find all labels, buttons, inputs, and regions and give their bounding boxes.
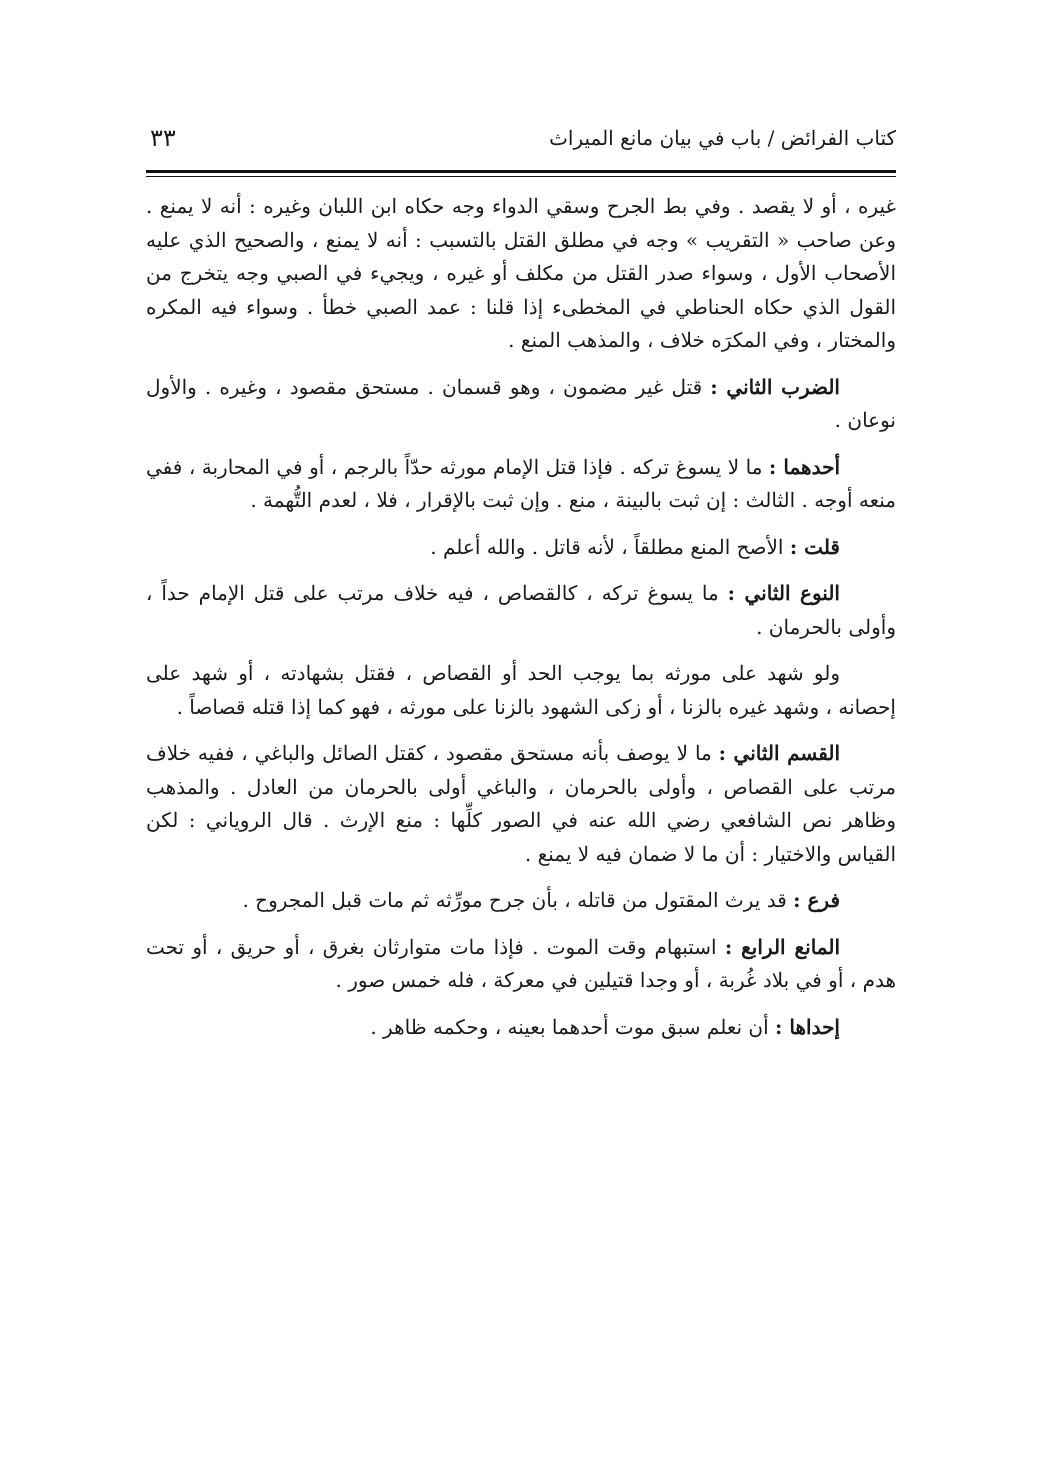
header-rule-thick	[146, 170, 896, 173]
paragraph-second-kind	[146, 577, 896, 644]
paragraph-fourth-impediment	[146, 931, 896, 998]
paragraph-first-case	[146, 1011, 896, 1045]
paragraph-label: إحداها :	[775, 1014, 840, 1039]
paragraph-label: الضرب الثاني :	[710, 374, 840, 399]
header-rule-thin	[146, 176, 896, 177]
paragraph-label: فرع :	[793, 888, 840, 912]
paragraph-second-division	[146, 737, 896, 871]
paragraph-text: الأصح المنع مطلقاً ، لأنه قاتل . والله أعلم .	[430, 534, 790, 559]
paragraph-label: النوع الثاني :	[727, 581, 840, 605]
paragraph-second-type	[146, 371, 896, 438]
paragraph-text: أن نعلم سبق موت أحدهما بعينه ، وحكمه ظاهر .	[370, 1014, 776, 1039]
paragraph-label: قلت :	[789, 534, 840, 559]
paragraph-label: القسم الثاني :	[718, 741, 840, 765]
paragraph-text: ما لا يسوغ تركه . فإذا قتل الإمام مورثه حدّاً بالرجم ، أو في المحاربة ، ففي منعه أوجه . الثالث : إن ثبت بالبينة ، منع . وإن ثبت بالإقرار ، فلا ، لعدم التُّهمة .	[146, 454, 896, 512]
paragraph-label: أحدهما :	[768, 454, 841, 479]
paragraph-branch	[146, 884, 896, 918]
paragraph-text: استبهام وقت الموت . فإذا مات متوارثان بغرق ، أو حريق ، أو تحت هدم ، أو في بلاد غُربة ، أو وجدا قتيلين في معركة ، فله خمس صور .	[146, 934, 896, 992]
paragraph-text: قد يرث المقتول من قاتله ، بأن جرح مورِّثه ثم مات قبل المجروح .	[242, 888, 794, 912]
paragraph-text: قتل غير مضمون ، وهو قسمان . مستحق مقصود ، وغيره . والأول نوعان .	[146, 374, 896, 432]
paragraph-label: المانع الرابع :	[724, 934, 841, 959]
page-body	[146, 190, 896, 1057]
paragraph-text: ولو شهد على مورثه بما يوجب الحد أو القصاص ، فقتل بشهادته ، أو شهد على إحصانه ، وشهد غيره بالزنا ، أو زكى الشهود بالزنا على مورثه ، فهو كما إذا قتله قصاصاً .	[146, 661, 896, 719]
page-number: ٣٣	[150, 124, 176, 152]
paragraph-continuation	[146, 190, 896, 358]
page-header	[146, 120, 896, 176]
paragraph-testimony	[146, 657, 896, 724]
paragraph-text: ما يسوغ تركه ، كالقصاص ، فيه خلاف مرتب على قتل الإمام حداً ، وأولى بالحرمان .	[146, 581, 896, 639]
paragraph-note	[146, 531, 896, 565]
paragraph-text: ما لا يوصف بأنه مستحق مقصود ، كقتل الصائل والباغي ، ففيه خلاف مرتب على القصاص ، وأولى بالحرمان ، والباغي أولى بالحرمان من العادل . والمذهب وظاهر نص الشافعي رضي الله عنه في الصور كلِّها : منع الإرث . قال الروياني : لكن القياس والاختيار : أن ما لا ضمان فيه لا يمنع .	[146, 741, 896, 866]
paragraph-text: غيره ، أو لا يقصد . وفي بط الجرح وسقي الدواء وجه حكاه ابن اللبان وغيره : أنه لا يمنع . وعن صاحب « التقريب » وجه في مطلق القتل بالتسبب : أنه لا يمنع ، والصحيح الذي عليه الأصحاب الأول ، وسواء صدر القتل من مكلف أو غيره ، ويجيء في الصبي وجه يتخرج من القول الذي حكاه الحناطي في المخطىء إذا قلنا : عمد الصبي خطأ . وسواء فيه المكره والمختار ، وفي المكرَه خلاف ، والمذهب المنع .	[146, 194, 896, 352]
running-title: كتاب الفرائض / باب في بيان مانع الميراث	[549, 126, 896, 150]
paragraph-first-kind	[146, 451, 896, 518]
